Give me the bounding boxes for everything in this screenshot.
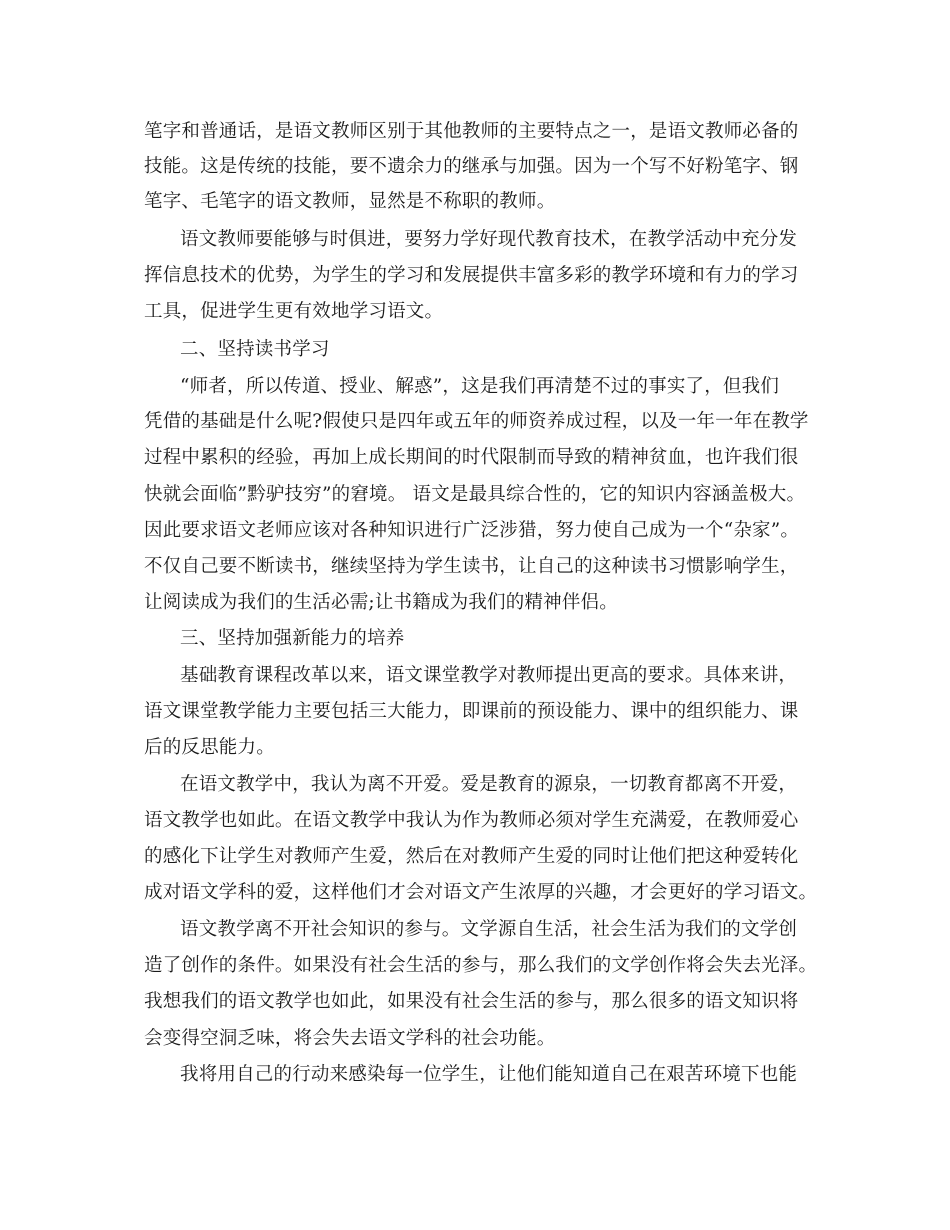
paragraph-line: 我想我们的语文教学也如此，如果没有社会生活的参与，那么很多的语文知识将 [144, 991, 799, 1012]
paragraph-line: 语文教师要能够与时俱进，要努力学好现代教育技术，在教学活动中充分发 [180, 229, 798, 250]
paragraph-line: 我将用自己的行动来感染每一位学生，让他们能知道自己在艰苦环境下也能 [180, 1064, 798, 1085]
paragraph-line: 会变得空洞乏味，将会失去语文学科的社会功能。 [144, 1028, 556, 1049]
paragraph-line: 在语文教学中，我认为离不开爱。爱是教育的源泉，一切教育都离不开爱， [180, 774, 798, 795]
paragraph-line: 笔字和普通话，是语文教师区别于其他教师的主要特点之一，是语文教师必备的 [144, 121, 799, 142]
section-heading: 二、坚持读书学习 [180, 339, 330, 360]
paragraph-line: 基础教育课程改革以来，语文课堂教学对教师提出更高的要求。具体来讲， [180, 665, 798, 686]
paragraph-line: 因此要求语文老师应该对各种知识进行广泛涉猎，努力使自己成为一个“杂家”。 [144, 520, 800, 541]
paragraph-line: 技能。这是传统的技能，要不遗余力的继承与加强。因为一个写不好粉笔字、钢 [144, 156, 799, 177]
paragraph-line: 快就会面临”黔驴技穷”的窘境。 语文是最具综合性的，它的知识内容涵盖极大。 [144, 484, 806, 505]
paragraph-line: 工具，促进学生更有效地学习语文。 [144, 301, 444, 322]
paragraph-line: 的感化下让学生对教师产生爱，然后在对教师产生爱的同时让他们把这种爱转化 [144, 846, 799, 867]
paragraph-line: 挥信息技术的优势，为学生的学习和发展提供丰富多彩的教学环境和有力的学习 [144, 265, 799, 286]
paragraph-line: 让阅读成为我们的生活必需;让书籍成为我们的精神伴侣。 [144, 592, 618, 613]
paragraph-line: 成对语文学科的爱，这样他们才会对语文产生浓厚的兴趣，才会更好的学习语文。 [144, 882, 818, 903]
paragraph-line: 笔字、毛笔字的语文教师，显然是不称职的教师。 [144, 191, 556, 212]
paragraph-line: 凭借的基础是什么呢?假使只是四年或五年的师资养成过程，以及一年一年在教学 [144, 411, 809, 432]
section-heading: 三、坚持加强新能力的培养 [180, 628, 405, 649]
paragraph-line: 后的反思能力。 [144, 737, 275, 758]
paragraph-line: “师者，所以传道、授业、解惑”，这是我们再清楚不过的事实了，但我们 [180, 376, 780, 397]
paragraph-line: 不仅自己要不断读书，继续坚持为学生读书，让自己的这种读书习惯影响学生， [144, 556, 799, 577]
paragraph-line: 语文课堂教学能力主要包括三大能力，即课前的预设能力、课中的组织能力、课 [144, 701, 799, 722]
paragraph-line: 过程中累积的经验，再加上成长期间的时代限制而导致的精神贫血，也许我们很 [144, 447, 799, 468]
paragraph-line: 语文教学也如此。在语文教学中我认为作为教师必须对学生充满爱，在教师爱心 [144, 810, 799, 831]
paragraph-line: 造了创作的条件。如果没有社会生活的参与，那么我们的文学创作将会失去光泽。 [144, 955, 818, 976]
paragraph-line: 语文教学离不开社会知识的参与。文学源自生活，社会生活为我们的文学创 [180, 919, 798, 940]
